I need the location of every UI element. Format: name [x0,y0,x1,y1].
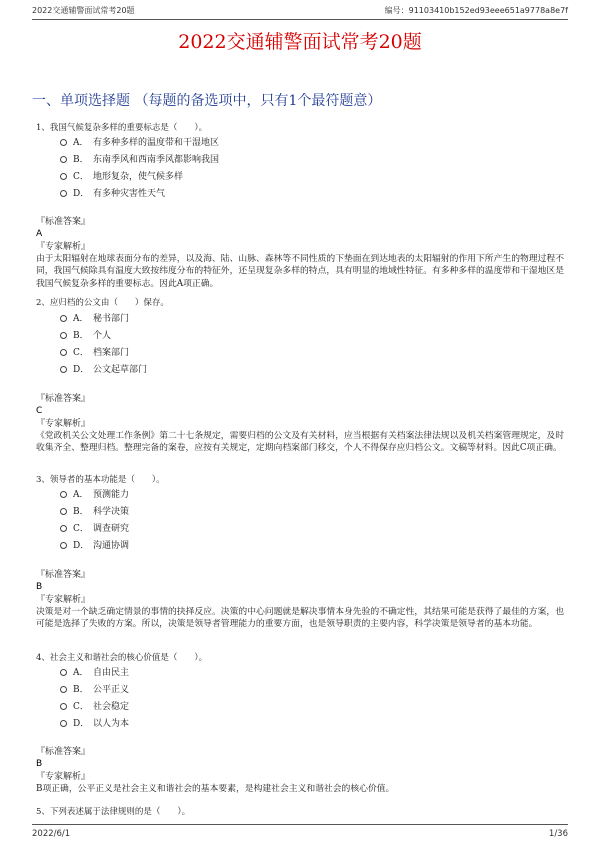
answer-option[interactable] [60,522,460,536]
answer-option[interactable] [60,346,460,360]
answer-value: C [36,406,43,416]
answer-value: B [36,759,43,769]
footer-divider [32,824,568,825]
option-text: 预测能力 [93,490,130,500]
radio-button[interactable] [60,525,67,532]
option-text: 沟通协调 [93,541,130,551]
radio-button[interactable] [60,669,67,676]
answer-value: B [36,582,43,592]
answer-option[interactable] [60,312,460,326]
option-letter: C． [73,702,89,712]
analysis-text: 决策是对一个缺乏确定情景的事情的抉择反应。决策的中心问题就是解决事情本身先验的不确定性，其结果可能是获得了最佳的方案，也可能是选择了失败的方案。所以，决策是领导者管理能力的重要方面，也是领导职责的主要内容，科学决策是领导者的基本功能。 [36,607,564,630]
option-letter: A． [73,668,89,678]
analysis-label: 『专家解析』 [36,772,91,782]
option-letter: B． [73,507,89,517]
section-heading: 一、单项选择题 （每题的备选项中，只有1个最符题意） [32,93,382,109]
option-letter: C． [73,172,89,182]
header-doc-number: 编号：91103410b152ed93eee651a9778a8e7f [384,6,568,15]
radio-button[interactable] [60,491,67,498]
radio-button[interactable] [60,190,67,197]
analysis-label: 『专家解析』 [36,242,91,252]
option-text: 科学决策 [93,507,130,517]
option-letter: D． [73,719,90,729]
answer-option[interactable] [60,683,460,697]
page-number: 1/36 [548,829,568,839]
answer-option[interactable] [60,700,460,714]
radio-button[interactable] [60,315,67,322]
question-stem: 4、社会主义和谐社会的核心价值是（ ）。 [36,653,208,663]
option-letter: D． [73,541,90,551]
option-letter: A． [73,314,89,324]
radio-button[interactable] [60,686,67,693]
page-title: 2022交通辅警面试常考20题 [178,31,422,53]
answer-option[interactable] [60,329,460,343]
answer-option[interactable] [60,363,460,377]
option-text: 地形复杂，使气候多样 [93,172,184,182]
answer-option[interactable] [60,136,460,150]
option-letter: C． [73,524,89,534]
analysis-label: 『专家解析』 [36,595,91,605]
option-letter: B． [73,685,89,695]
answer-option[interactable] [60,717,460,731]
answer-option[interactable] [60,539,460,553]
question-stem: 3、领导者的基本功能是（ ）。 [36,475,165,485]
radio-button[interactable] [60,139,67,146]
question-stem: 1、我国气候复杂多样的重要标志是（ ）。 [36,123,208,133]
option-letter: A． [73,490,89,500]
question-stem: 5、下列表述属于法律规则的是（ ）。 [36,807,191,817]
page-header [32,5,568,17]
answer-option[interactable] [60,153,460,167]
option-text: 东南季风和西南季风都影响我国 [93,155,220,165]
option-text: 个人 [93,331,112,341]
option-text: 有多种灾害性天气 [93,189,166,199]
option-letter: B． [73,155,89,165]
answer-option[interactable] [60,170,460,184]
analysis-text: 《党政机关公文处理工作条例》第二十七条规定，需要归档的公文及有关材料，应当根据有关档案法律法规以及机关档案管理规定，及时收集齐全、整理归档。整理完备的案卷，应按有关规定，定期向档案部门移交，个人不得保存应归档公文。文稿等材料。因此C项正确。 [36,431,564,454]
footer-date: 2022/6/1 [32,829,71,839]
answer-option[interactable] [60,666,460,680]
option-text: 调查研究 [93,524,130,534]
answer-label: 『标准答案』 [36,394,91,404]
analysis-text: B项正确，公平正义是社会主义和谐社会的基本要素，是构建社会主义和谐社会的核心价值。 [36,784,395,794]
option-text: 以人为本 [93,719,130,729]
header-divider [32,19,568,20]
option-text: 有多种多样的温度带和干湿地区 [93,138,220,148]
answer-option[interactable] [60,488,460,502]
analysis-label: 『专家解析』 [36,419,91,429]
radio-button[interactable] [60,703,67,710]
radio-button[interactable] [60,332,67,339]
header-doc-title: 2022交通辅警面试常考20题 [32,6,135,15]
radio-button[interactable] [60,542,67,549]
option-letter: D． [73,189,90,199]
option-letter: A． [73,138,89,148]
radio-button[interactable] [60,720,67,727]
option-text: 公平正义 [93,685,130,695]
radio-button[interactable] [60,349,67,356]
option-text: 社会稳定 [93,702,130,712]
option-text: 公文起草部门 [93,365,148,375]
radio-button[interactable] [60,508,67,515]
option-text: 档案部门 [93,348,130,358]
option-text: 自由民主 [93,668,130,678]
radio-button[interactable] [60,173,67,180]
answer-option[interactable] [60,505,460,519]
answer-label: 『标准答案』 [36,570,91,580]
answer-value: A [36,229,43,239]
radio-button[interactable] [60,366,67,373]
answer-label: 『标准答案』 [36,747,91,757]
option-text: 秘书部门 [93,314,130,324]
option-letter: D． [73,365,90,375]
answer-option[interactable] [60,187,460,201]
option-letter: C． [73,348,89,358]
page-footer [32,828,568,840]
analysis-text: 由于太阳辐射在地球表面分布的差异，以及海、陆、山脉、森林等不同性质的下垫面在到达地表的太阳辐射的作用下所产生的物理过程不同，我国气候除具有温度大致按纬度分布的特征外，还呈现复杂多样的特点，具有明显的地域性特征。有多种多样的温度带和干湿地区是我国气候复杂多样的重要标志。因此A项正确。 [36,254,564,289]
radio-button[interactable] [60,156,67,163]
option-letter: B． [73,331,89,341]
question-stem: 2、应归档的公文由（ ）保存。 [36,298,169,308]
answer-label: 『标准答案』 [36,217,91,227]
